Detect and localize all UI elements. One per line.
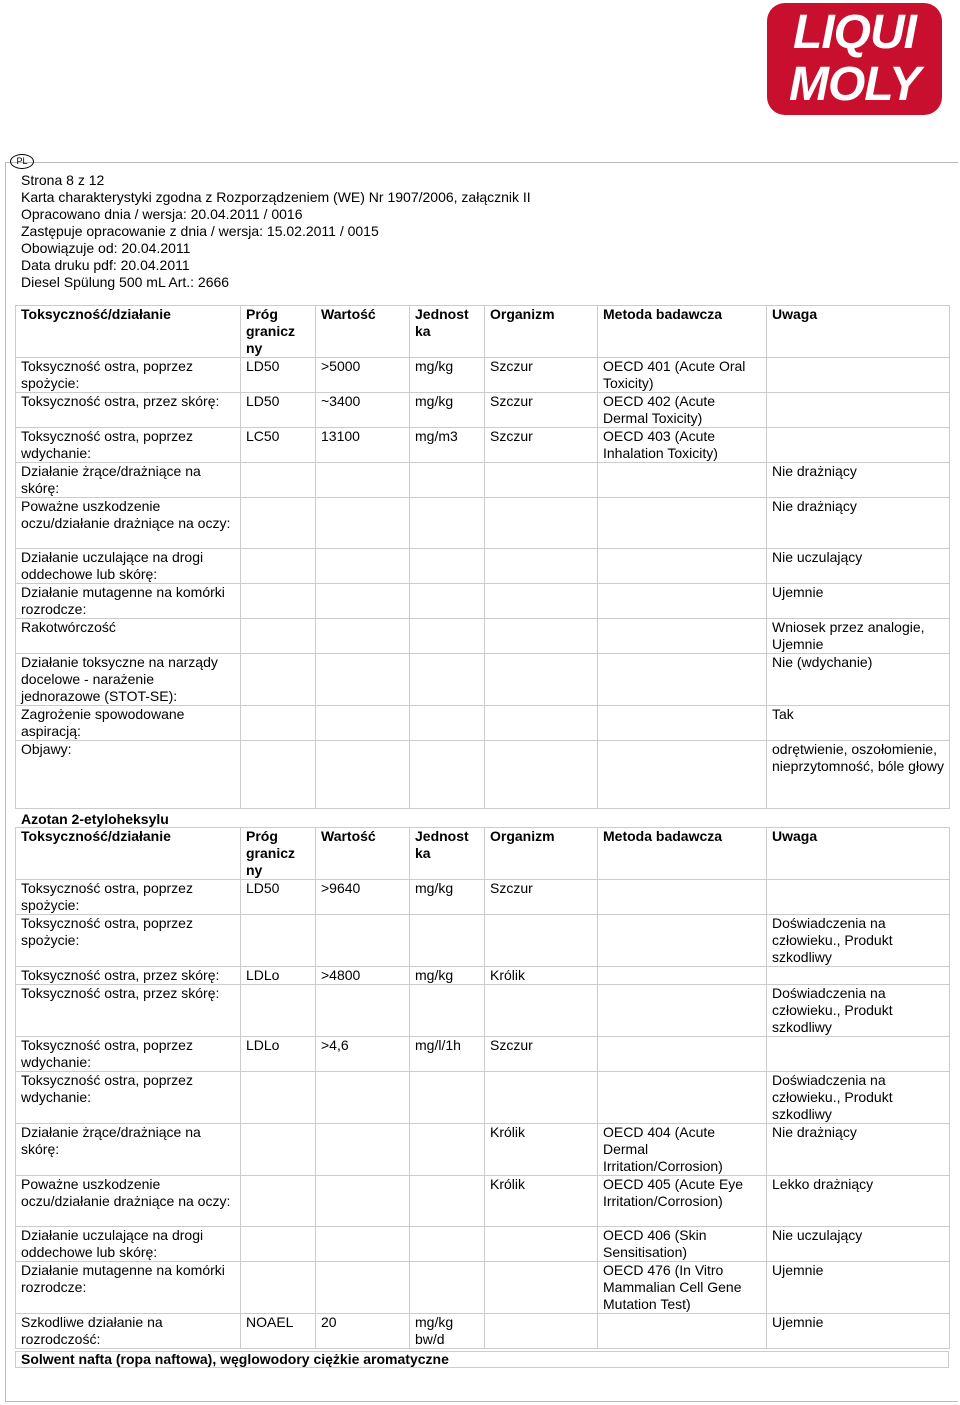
cell-unit	[410, 584, 485, 619]
cell-value	[316, 915, 410, 967]
cell-unit: mg/l/1h	[410, 1037, 485, 1072]
valid-from: Obowiązuje od: 20.04.2011	[21, 240, 191, 256]
table-row	[16, 741, 950, 809]
cell-test-method: OECD 403 (Acute Inhalation Toxicity)	[598, 428, 767, 463]
cell-remark: Nie drażniący	[767, 1124, 950, 1176]
cell-remark: Doświadczenia na człowieku., Produkt szkodliwy	[767, 985, 950, 1037]
cell-toxicity-name: Toksyczność ostra, poprzez spożycie:	[16, 915, 241, 967]
table-header-row	[16, 828, 950, 880]
logo-line1: LIQUI	[793, 6, 916, 59]
cell-unit: mg/kg	[410, 880, 485, 915]
cell-threshold	[241, 1124, 316, 1176]
cell-remark	[767, 880, 950, 915]
cell-organism	[485, 654, 598, 706]
cell-unit	[410, 915, 485, 967]
cell-value	[316, 706, 410, 741]
table-row	[16, 880, 950, 915]
column-header-unit: Jednost ka	[410, 306, 485, 358]
cell-unit	[410, 985, 485, 1037]
table-row	[16, 498, 950, 549]
cell-value	[316, 1124, 410, 1176]
cell-value: >4,6	[316, 1037, 410, 1072]
cell-value	[316, 619, 410, 654]
toxicity-table-1	[15, 305, 950, 809]
page-number: Strona 8 z 12	[21, 172, 105, 188]
table-row	[16, 1072, 950, 1124]
cell-value: ~3400	[316, 393, 410, 428]
column-header-organism: Organizm	[485, 306, 598, 358]
cell-test-method	[598, 915, 767, 967]
cell-threshold: LD50	[241, 393, 316, 428]
column-header-threshold: Próg granicz ny	[241, 306, 316, 358]
logo-line2: MOLY	[788, 58, 921, 111]
cell-threshold	[241, 498, 316, 549]
cell-organism	[485, 741, 598, 809]
cell-remark	[767, 428, 950, 463]
cell-test-method	[598, 1314, 767, 1349]
cell-organism	[485, 1314, 598, 1349]
cell-test-method: OECD 404 (Acute Dermal Irritation/Corrosion)	[598, 1124, 767, 1176]
cell-threshold	[241, 1176, 316, 1227]
cell-toxicity-name: Działanie żrące/drażniące na skórę:	[16, 463, 241, 498]
cell-unit	[410, 498, 485, 549]
prepared-version: Opracowano dnia / wersja: 20.04.2011 / 0016	[21, 206, 303, 222]
toxicity-table-2	[15, 827, 950, 1349]
cell-toxicity-name: Zagrożenie spowodowane aspiracją:	[16, 706, 241, 741]
table-row	[16, 706, 950, 741]
cell-remark: Lekko drażniący	[767, 1176, 950, 1227]
cell-toxicity-name: Toksyczność ostra, przez skórę:	[16, 985, 241, 1037]
column-header-threshold: Próg granicz ny	[241, 828, 316, 880]
cell-value: 20	[316, 1314, 410, 1349]
cell-unit	[410, 549, 485, 584]
cell-threshold	[241, 985, 316, 1037]
table-row	[16, 358, 950, 393]
column-header-test-method: Metoda badawcza	[598, 828, 767, 880]
cell-threshold	[241, 619, 316, 654]
cell-threshold	[241, 1072, 316, 1124]
cell-remark: Ujemnie	[767, 1314, 950, 1349]
cell-value	[316, 584, 410, 619]
cell-test-method	[598, 741, 767, 809]
cell-toxicity-name: Działanie uczulające na drogi oddechowe lub skórę:	[16, 1227, 241, 1262]
cell-value	[316, 1262, 410, 1314]
cell-organism: Szczur	[485, 880, 598, 915]
cell-toxicity-name: Poważne uszkodzenie oczu/działanie drażniące na oczy:	[16, 1176, 241, 1227]
table-row	[16, 915, 950, 967]
cell-toxicity-name: Toksyczność ostra, poprzez spożycie:	[16, 358, 241, 393]
cell-test-method	[598, 584, 767, 619]
cell-remark	[767, 358, 950, 393]
cell-organism: Szczur	[485, 1037, 598, 1072]
cell-threshold: LC50	[241, 428, 316, 463]
cell-organism: Królik	[485, 1124, 598, 1176]
table-row	[16, 1124, 950, 1176]
cell-toxicity-name: Toksyczność ostra, poprzez wdychanie:	[16, 1037, 241, 1072]
cell-test-method: OECD 401 (Acute Oral Toxicity)	[598, 358, 767, 393]
cell-threshold: LD50	[241, 880, 316, 915]
cell-organism	[485, 985, 598, 1037]
cell-remark	[767, 967, 950, 985]
table-row	[16, 463, 950, 498]
cell-value	[316, 741, 410, 809]
cell-test-method	[598, 985, 767, 1037]
column-header-remark: Uwaga	[767, 306, 950, 358]
table-row	[16, 549, 950, 584]
cell-remark: odrętwienie, oszołomienie, nieprzytomność, bóle głowy	[767, 741, 950, 809]
cell-value: >9640	[316, 880, 410, 915]
column-header-unit: Jednost ka	[410, 828, 485, 880]
column-header-test-method: Metoda badawcza	[598, 306, 767, 358]
table-row	[16, 654, 950, 706]
cell-organism	[485, 498, 598, 549]
cell-test-method	[598, 463, 767, 498]
cell-remark: Nie drażniący	[767, 463, 950, 498]
cell-toxicity-name: Działanie toksyczne na narządy docelowe - narażenie jednorazowe (STOT-SE):	[16, 654, 241, 706]
cell-organism	[485, 463, 598, 498]
cell-unit	[410, 1176, 485, 1227]
table-row	[16, 1176, 950, 1227]
cell-threshold	[241, 654, 316, 706]
column-header-value: Wartość	[316, 306, 410, 358]
cell-organism	[485, 1262, 598, 1314]
cell-test-method	[598, 498, 767, 549]
table-row	[16, 967, 950, 985]
cell-remark: Nie uczulający	[767, 1227, 950, 1262]
cell-toxicity-name: Objawy:	[16, 741, 241, 809]
cell-test-method: OECD 406 (Skin Sensitisation)	[598, 1227, 767, 1262]
cell-organism: Szczur	[485, 358, 598, 393]
table-row	[16, 393, 950, 428]
cell-test-method	[598, 619, 767, 654]
print-date: Data druku pdf: 20.04.2011	[21, 257, 190, 273]
cell-unit	[410, 741, 485, 809]
cell-toxicity-name: Działanie uczulające na drogi oddechowe lub skórę:	[16, 549, 241, 584]
cell-threshold: LDLo	[241, 1037, 316, 1072]
column-header-toxicity-name: Toksyczność/działanie	[16, 828, 241, 880]
cell-organism	[485, 549, 598, 584]
column-header-toxicity-name: Toksyczność/działanie	[16, 306, 241, 358]
cell-organism	[485, 915, 598, 967]
table-header-row	[16, 306, 950, 358]
cell-unit	[410, 1262, 485, 1314]
table-row	[16, 1314, 950, 1349]
table-row	[16, 584, 950, 619]
cell-unit	[410, 1072, 485, 1124]
document-title: Karta charakterystyki zgodna z Rozporządzeniem (WE) Nr 1907/2006, załącznik II	[21, 189, 531, 205]
cell-toxicity-name: Działanie mutagenne na komórki rozrodcze:	[16, 1262, 241, 1314]
cell-threshold	[241, 1227, 316, 1262]
cell-value: >4800	[316, 967, 410, 985]
column-header-value: Wartość	[316, 828, 410, 880]
column-header-remark: Uwaga	[767, 828, 950, 880]
cell-threshold	[241, 741, 316, 809]
cell-threshold	[241, 549, 316, 584]
table-row	[16, 428, 950, 463]
cell-unit	[410, 706, 485, 741]
cell-value: 13100	[316, 428, 410, 463]
cell-remark: Ujemnie	[767, 584, 950, 619]
cell-organism: Królik	[485, 967, 598, 985]
cell-organism	[485, 619, 598, 654]
language-badge: PL	[10, 154, 34, 169]
cell-remark	[767, 393, 950, 428]
cell-unit	[410, 654, 485, 706]
cell-value	[316, 654, 410, 706]
table-row	[16, 1037, 950, 1072]
cell-value	[316, 1072, 410, 1124]
cell-organism	[485, 1227, 598, 1262]
table-row	[16, 619, 950, 654]
cell-toxicity-name: Działanie mutagenne na komórki rozrodcze:	[16, 584, 241, 619]
cell-threshold	[241, 915, 316, 967]
cell-unit	[410, 1227, 485, 1262]
cell-remark: Doświadczenia na człowieku., Produkt szkodliwy	[767, 915, 950, 967]
cell-test-method	[598, 1037, 767, 1072]
cell-unit: mg/kg	[410, 393, 485, 428]
cell-value: >5000	[316, 358, 410, 393]
cell-remark: Ujemnie	[767, 1262, 950, 1314]
cell-unit	[410, 1124, 485, 1176]
column-header-organism: Organizm	[485, 828, 598, 880]
cell-organism: Szczur	[485, 428, 598, 463]
liqui-moly-logo	[767, 3, 942, 115]
table-row	[16, 985, 950, 1037]
cell-test-method	[598, 880, 767, 915]
cell-threshold	[241, 706, 316, 741]
cell-remark: Nie (wdychanie)	[767, 654, 950, 706]
cell-value	[316, 1227, 410, 1262]
cell-unit: mg/kg bw/d	[410, 1314, 485, 1349]
cell-remark: Wniosek przez analogie, Ujemnie	[767, 619, 950, 654]
document-header	[21, 172, 531, 291]
table-row	[16, 1262, 950, 1314]
cell-remark: Nie uczulający	[767, 549, 950, 584]
cell-organism	[485, 1072, 598, 1124]
cell-toxicity-name: Toksyczność ostra, przez skórę:	[16, 967, 241, 985]
cell-test-method	[598, 967, 767, 985]
cell-toxicity-name: Toksyczność ostra, przez skórę:	[16, 393, 241, 428]
cell-test-method: OECD 402 (Acute Dermal Toxicity)	[598, 393, 767, 428]
cell-unit	[410, 463, 485, 498]
cell-test-method: OECD 476 (In Vitro Mammalian Cell Gene Mutation Test)	[598, 1262, 767, 1314]
cell-threshold	[241, 584, 316, 619]
cell-threshold: LD50	[241, 358, 316, 393]
cell-threshold	[241, 463, 316, 498]
cell-remark: Tak	[767, 706, 950, 741]
cell-value	[316, 498, 410, 549]
cell-test-method	[598, 706, 767, 741]
cell-test-method: OECD 405 (Acute Eye Irritation/Corrosion)	[598, 1176, 767, 1227]
cell-remark: Doświadczenia na człowieku., Produkt szkodliwy	[767, 1072, 950, 1124]
cell-toxicity-name: Szkodliwe działanie na rozrodczość:	[16, 1314, 241, 1349]
section-title-2-ethylhexyl-nitrate: Azotan 2-etyloheksylu	[21, 811, 169, 827]
section-title-solvent-naphtha: Solwent nafta (ropa naftowa), węglowodory ciężkie aromatyczne	[15, 1351, 949, 1368]
cell-toxicity-name: Rakotwórczość	[16, 619, 241, 654]
cell-threshold: NOAEL	[241, 1314, 316, 1349]
cell-unit: mg/kg	[410, 967, 485, 985]
cell-toxicity-name: Toksyczność ostra, poprzez wdychanie:	[16, 428, 241, 463]
cell-value	[316, 1176, 410, 1227]
cell-test-method	[598, 549, 767, 584]
cell-value	[316, 985, 410, 1037]
replaces-version: Zastępuje opracowanie z dnia / wersja: 15.02.2011 / 0015	[21, 223, 379, 239]
cell-threshold	[241, 1262, 316, 1314]
cell-remark	[767, 1037, 950, 1072]
cell-organism: Królik	[485, 1176, 598, 1227]
product-name: Diesel Spülung 500 mL Art.: 2666	[21, 274, 230, 290]
cell-unit	[410, 619, 485, 654]
table-row	[16, 1227, 950, 1262]
cell-organism	[485, 584, 598, 619]
cell-remark: Nie drażniący	[767, 498, 950, 549]
cell-unit: mg/m3	[410, 428, 485, 463]
cell-toxicity-name: Poważne uszkodzenie oczu/działanie drażniące na oczy:	[16, 498, 241, 549]
cell-toxicity-name: Działanie żrące/drażniące na skórę:	[16, 1124, 241, 1176]
cell-organism: Szczur	[485, 393, 598, 428]
cell-toxicity-name: Toksyczność ostra, poprzez wdychanie:	[16, 1072, 241, 1124]
cell-threshold: LDLo	[241, 967, 316, 985]
cell-toxicity-name: Toksyczność ostra, poprzez spożycie:	[16, 880, 241, 915]
cell-test-method	[598, 1072, 767, 1124]
cell-organism	[485, 706, 598, 741]
cell-test-method	[598, 654, 767, 706]
cell-value	[316, 463, 410, 498]
cell-value	[316, 549, 410, 584]
cell-unit: mg/kg	[410, 358, 485, 393]
